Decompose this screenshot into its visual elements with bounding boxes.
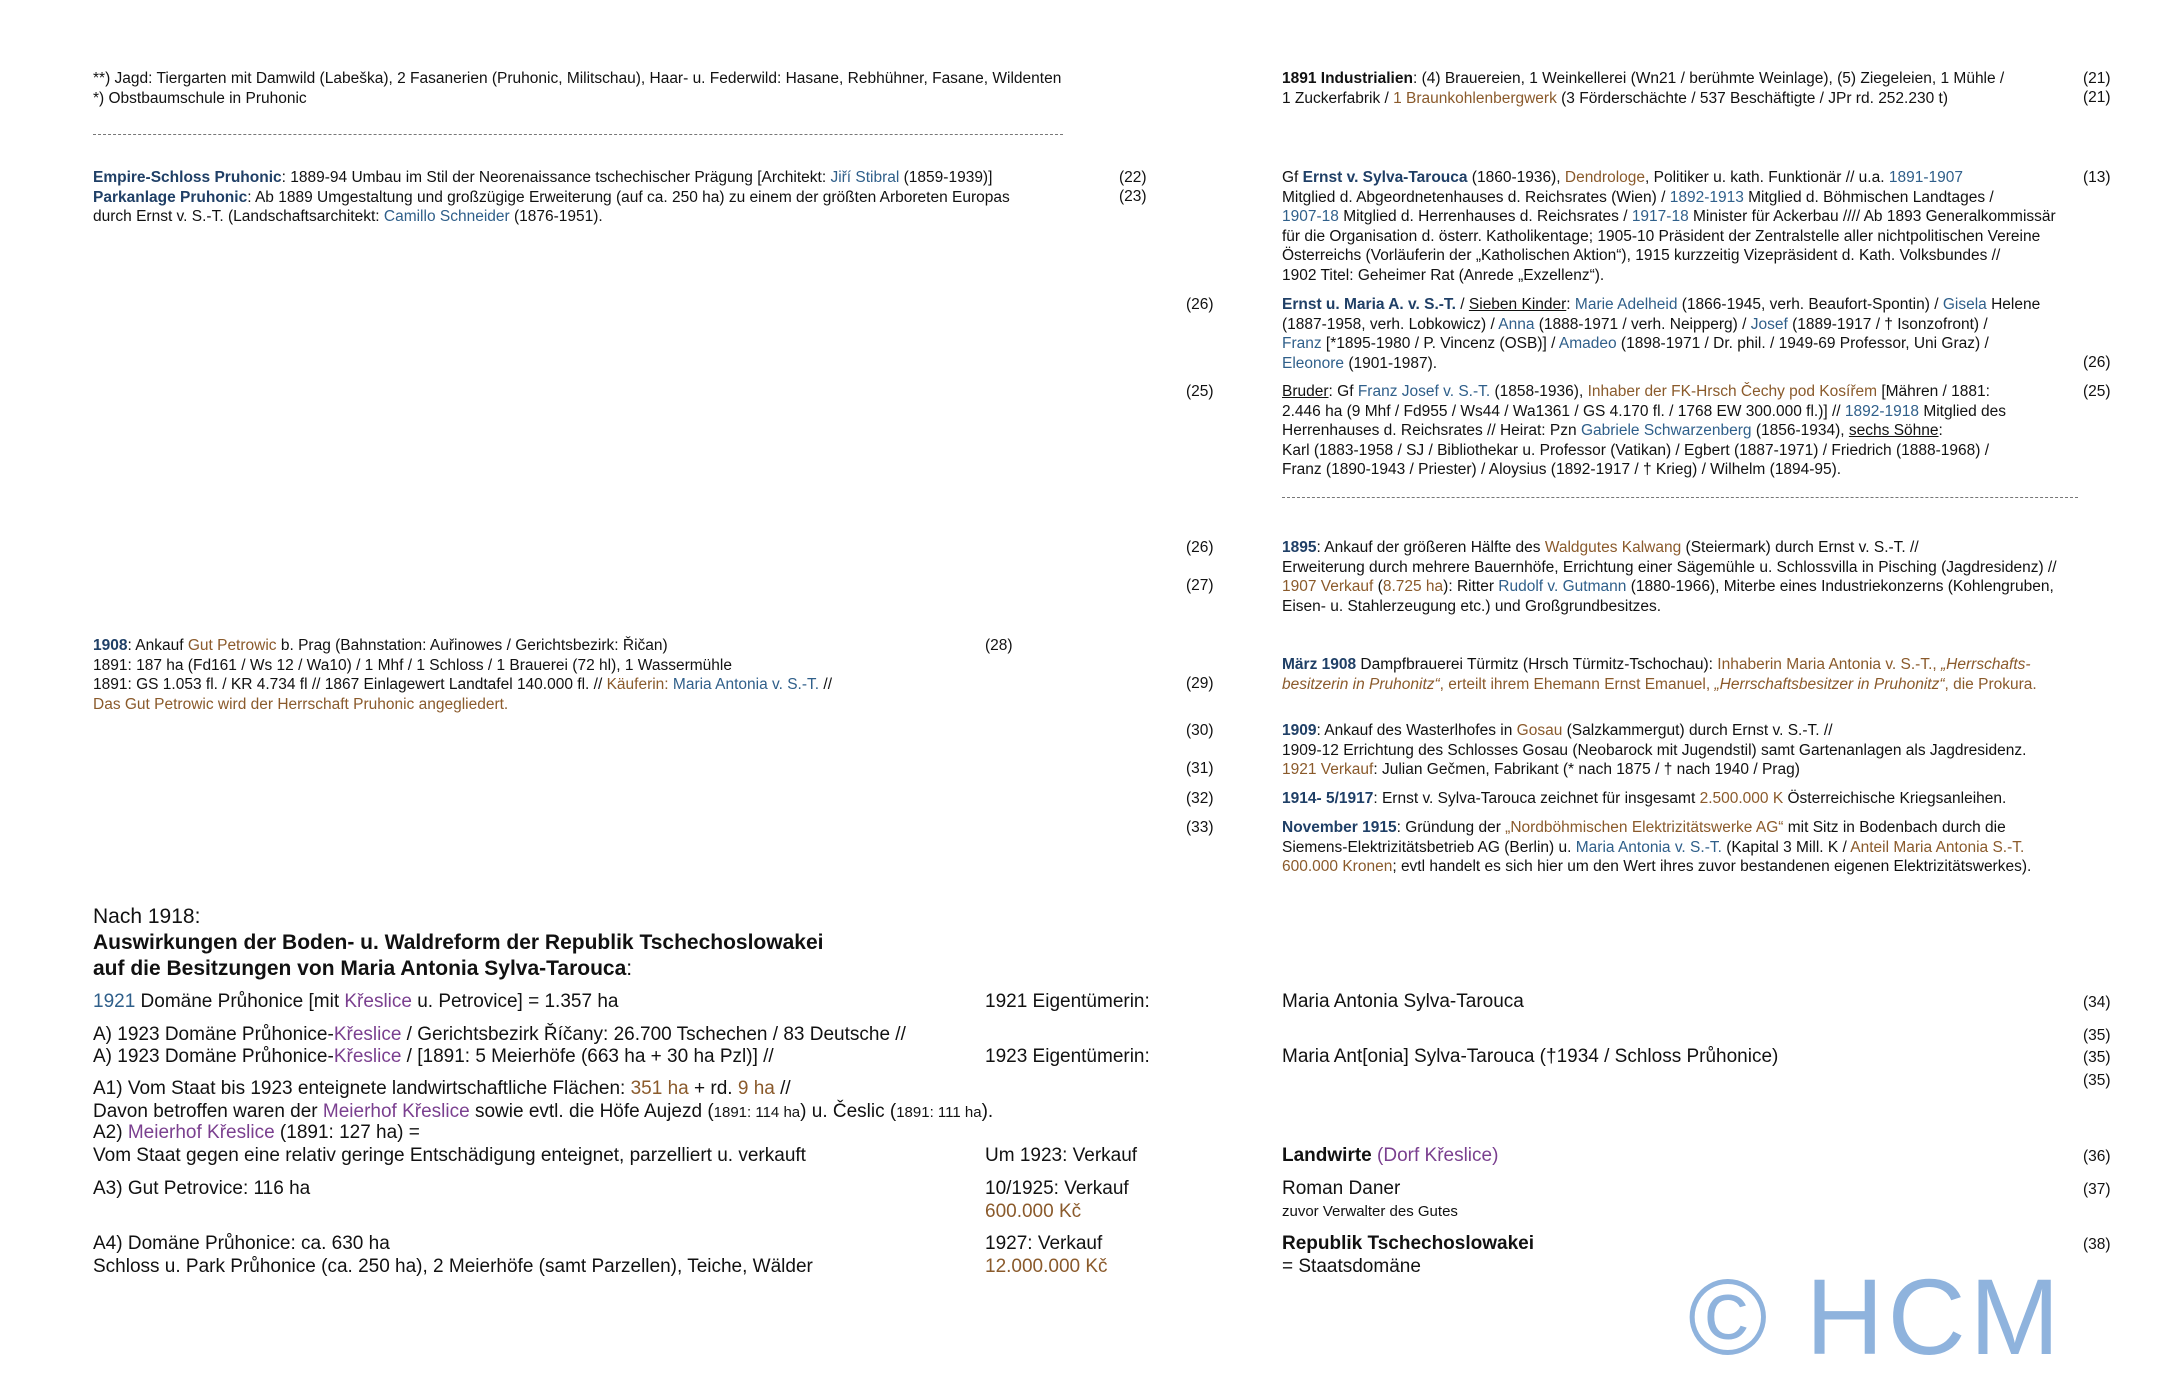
- place-name: Křeslice: [344, 991, 412, 1012]
- estate-owner: Inhaber der FK-Hrsch Čechy pod Kosířem: [1587, 383, 1878, 400]
- child-name: Marie Adelheid: [1574, 296, 1678, 313]
- cell-text: Davon betroffen waren der: [93, 1101, 323, 1122]
- industry-text-3: (3 Förderschächte / 537 Beschäftigte / JPr rd. 252.230 t): [1556, 89, 1948, 107]
- child-name: Anna: [1498, 315, 1535, 333]
- area-small: 1891: 111 ha: [896, 1104, 982, 1121]
- buyer-note: = Staatsdomäne: [1282, 1256, 1421, 1277]
- landscape-architect: Camillo Schneider: [383, 208, 510, 225]
- brother-text: [Mähren / 1881:: [1877, 383, 1990, 400]
- wife-name: Gabriele Schwarzenberg: [1580, 422, 1752, 439]
- ref-number: (36): [2083, 1148, 2111, 1165]
- seven-children: Sieben Kinder: [1468, 296, 1567, 313]
- sale-label: 10/1925: Verkauf: [985, 1178, 1129, 1199]
- buyer-name: Rudolf v. Gutmann: [1498, 578, 1627, 595]
- price: 600.000 Kč: [985, 1201, 1082, 1222]
- table-row: [93, 1023, 906, 1046]
- ref-number: (32): [1186, 790, 1214, 807]
- owner-label: 1923 Eigentümerin:: [985, 1046, 1150, 1067]
- ref-number: (38): [2083, 1236, 2111, 1253]
- kalwang-text: (: [1373, 578, 1383, 595]
- ernst-text: Minister für Ackerbau //// Ab 1893 Generalkommissär: [1688, 208, 2056, 225]
- children-text: (1888-1971 / verh. Neipperg) /: [1534, 315, 1751, 333]
- brother-text: Mitglied des: [1919, 402, 2007, 420]
- child-name: Eleonore: [1282, 354, 1345, 372]
- heading-line: Nach 1918:: [93, 905, 201, 928]
- brother-text: 2.446 ha (9 Mhf / Fd955 / Ws44 / Wa1361 / GS 4.170 fl. / 1768 EW 300.000 fl.)] //: [1282, 402, 1845, 420]
- quote: „Herrschafts-: [1941, 656, 2031, 673]
- ref-number: (26): [1186, 539, 1214, 556]
- cell-text: A) 1923 Domäne Průhonice-: [93, 1046, 334, 1067]
- year: 1909: [1282, 722, 1317, 739]
- cell-text: A4) Domäne Průhonice: ca. 630 ha: [93, 1233, 390, 1254]
- ref-number: (22): [1119, 169, 1147, 186]
- gosau-text: : Ankauf des Wasterlhofes in: [1316, 722, 1517, 739]
- area-small: 1891: 114 ha: [713, 1104, 801, 1121]
- ernst-text: für die Organisation d. österr. Katholikentage; 1905-10 Präsident der Zentralstelle aller nichtpolitischen Vereine: [1282, 227, 2041, 245]
- area: 8.725 ha: [1382, 578, 1444, 595]
- ernst-text: (1860-1936),: [1467, 169, 1565, 186]
- area: 351 ha: [630, 1078, 689, 1099]
- children-text: :: [1566, 296, 1575, 313]
- period: 1914- 5/1917: [1282, 790, 1374, 807]
- ref-number: (37): [2083, 1181, 2111, 1198]
- kalwang-text: (1880-1966), Miterbe eines Industriekonzerns (Kohlengruben,: [1626, 578, 2054, 595]
- ernst-text: 1902 Titel: Geheimer Rat (Anrede „Exzellenz“).: [1282, 266, 1605, 284]
- year-range: 1892-1913: [1669, 188, 1744, 206]
- heading-line: auf die Besitzungen von Maria Antonia Sylva-Tarouca: [93, 957, 627, 980]
- ref-number: (35): [2083, 1027, 2111, 1044]
- sale-label: 1927: Verkauf: [985, 1233, 1103, 1254]
- children-block: [1282, 295, 2040, 373]
- date: November 1915: [1282, 819, 1397, 836]
- cell-text: / Gerichtsbezirk Říčany: 26.700 Tschechen / 83 Deutsche //: [401, 1024, 906, 1045]
- share: Anteil Maria Antonia S.-T.: [1850, 838, 2025, 856]
- petrowic-annex: Das Gut Petrowic wird der Herrschaft Pruhonic angegliedert.: [93, 695, 509, 713]
- industry-block: [1282, 69, 2004, 108]
- industry-text: : (4) Brauereien, 1 Weinkellerei (Wn21 / berühmte Weinlage), (5) Ziegeleien, 1 Mühle /: [1412, 70, 2005, 87]
- gosau-block: [1282, 721, 2026, 780]
- brother-text: :: [1938, 422, 1943, 439]
- cell-text: + rd.: [688, 1078, 738, 1099]
- person-name: Maria Antonia v. S.-T.: [1575, 838, 1722, 856]
- coal-mine: 1 Braunkohlenbergwerk: [1393, 89, 1557, 107]
- child-name: Josef: [1750, 315, 1788, 333]
- ernst-text: Mitglied d. Böhmischen Landtages /: [1743, 188, 1994, 206]
- ref-number: (25): [2083, 383, 2111, 400]
- six-sons: sechs Söhne: [1848, 422, 1939, 439]
- divider-left: [93, 134, 1063, 135]
- child-name: Amadeo: [1558, 335, 1617, 352]
- place-name: Meierhof Křeslice: [322, 1101, 470, 1122]
- buyer-name: Roman Daner: [1282, 1178, 1401, 1199]
- ref-number: (35): [2083, 1049, 2111, 1066]
- children-text: (1889-1917 / † Isonzofront) /: [1787, 315, 1988, 333]
- cell-text: Vom Staat gegen eine relativ geringe Entschädigung enteignet, parzelliert u. verkauft: [93, 1145, 806, 1166]
- park-text-3: (1876-1951).: [509, 208, 603, 225]
- copyright-watermark: © HCM: [1688, 1256, 2064, 1377]
- heading-colon: :: [626, 957, 633, 980]
- petrowic-text: 1891: 187 ha (Fd161 / Ws 12 / Wa10) / 1 Mhf / 1 Schloss / 1 Brauerei (72 hl), 1 Wassermühle: [93, 656, 732, 674]
- amount: 600.000 Kronen: [1282, 858, 1393, 875]
- place-name: Dorf Křeslice: [1383, 1145, 1493, 1166]
- electric-text: Siemens-Elektrizitätsbetrieb AG (Berlin) u.: [1282, 838, 1576, 856]
- owner-name: Maria Antonia Sylva-Tarouca: [1282, 991, 1524, 1012]
- table-row: [93, 1077, 993, 1124]
- gosau-text: : Julian Gečmen, Fabrikant (* nach 1875 / † nach 1940 / Prag): [1373, 761, 1800, 778]
- heading-line: Auswirkungen der Boden- u. Waldreform der Republik Tschechoslowakei: [93, 931, 824, 954]
- petrowic-text: b. Prag (Bahnstation: Auřinowes / Gerichtsbezirk: Řičan): [276, 637, 668, 654]
- castle-title: Empire-Schloss Pruhonic: [93, 169, 282, 186]
- place-name: Meierhof Křeslice: [127, 1122, 275, 1143]
- cell-text: / [1891: 5 Meierhöfe (663 ha + 30 ha Pzl)] //: [401, 1046, 774, 1067]
- children-text: (1898-1971 / Dr. phil. / 1949-69 Professor, Uni Graz) /: [1616, 335, 1989, 352]
- buyer-label: Käuferin:: [606, 676, 673, 693]
- brother-text: (1856-1934),: [1751, 422, 1849, 439]
- child-name: Gisela: [1942, 296, 1987, 313]
- sale-cell: [985, 1177, 1129, 1223]
- child-name: Franz: [1282, 335, 1322, 352]
- brother-block: [1282, 382, 2006, 480]
- gosau-text: (Salzkammergut) durch Ernst v. S.-T. //: [1562, 722, 1833, 739]
- electric-text: : Gründung der: [1396, 819, 1506, 836]
- castle-text: : 1889-94 Umbau im Stil der Neorenaissance tschechischer Prägung [Architekt:: [281, 169, 831, 186]
- sale: 1921 Verkauf: [1282, 761, 1374, 778]
- table-row: A3) Gut Petrovice: 116 ha: [93, 1178, 311, 1199]
- buyer-name: Landwirte: [1282, 1145, 1372, 1166]
- brother-text: : Gf: [1328, 383, 1358, 400]
- ref-number: (13): [2083, 169, 2111, 186]
- children-text: /: [1455, 296, 1469, 313]
- children-text: (1901-1987).: [1344, 354, 1438, 372]
- brother-text: Herrenhauses d. Reichsrates // Heirat: Pzn: [1282, 422, 1581, 439]
- hunting-notes: [93, 69, 1061, 108]
- buyer-name: Maria Antonia v. S.-T.: [672, 676, 820, 693]
- kalwang-text: ): Ritter: [1443, 578, 1499, 595]
- brother-name: Franz Josef v. S.-T.: [1357, 383, 1491, 400]
- cell-text: Schloss u. Park Průhonice (ca. 250 ha), 2 Meierhöfe (samt Parzellen), Teiche, Wälder: [93, 1256, 813, 1277]
- amount: 2.500.000 K: [1699, 790, 1784, 807]
- ernst-text: Mitglied d. Herrenhauses d. Reichsrates /: [1338, 208, 1632, 225]
- ref-number: (26): [1186, 296, 1214, 313]
- cell-text: (: [1371, 1145, 1384, 1166]
- electric-text: ; evtl handelt es sich hier um den Wert ihres zuvor bestandenen eigenen Elektrizitätswerkes).: [1392, 858, 2032, 875]
- cell-text: sowie evtl. die Höfe Aujezd (: [469, 1101, 714, 1122]
- ernst-block: [1282, 168, 2056, 285]
- cell-text: u. Petrovice] = 1.357 ha: [411, 991, 619, 1012]
- war-bond-text: : Ernst v. Sylva-Tarouca zeichnet für insgesamt: [1373, 790, 1700, 807]
- quote: „Herrschaftsbesitzer in Pruhonitz“: [1714, 675, 1945, 693]
- children-text: [*1895-1980 / P. Vincenz (OSB)] /: [1321, 335, 1559, 352]
- ref-number: (28): [985, 637, 1013, 654]
- year: 1908: [93, 637, 128, 654]
- ref-number: (27): [1186, 577, 1214, 594]
- ref-number: (29): [1186, 675, 1214, 692]
- year: 1895: [1282, 539, 1317, 556]
- brother-text: (1858-1936),: [1490, 383, 1588, 400]
- ref-number: (35): [2083, 1072, 2111, 1089]
- year-range: 1917-18: [1631, 208, 1689, 225]
- ref-number: (21): [2083, 89, 2111, 106]
- buyer-cell: [1282, 1144, 1498, 1167]
- forest-estate: Waldgutes Kalwang: [1544, 539, 1682, 556]
- electric-text: (Kapital 3 Mill. K /: [1721, 838, 1851, 856]
- park-text: : Ab 1889 Umgestaltung und großzügige Erweiterung (auf ca. 250 ha) zu einem der größten Arboreten Europas: [247, 188, 1010, 206]
- ernst-name: Ernst v. Sylva-Tarouca: [1302, 169, 1468, 186]
- estate-name: Gut Petrowic: [187, 637, 277, 654]
- brother-text: Franz (1890-1943 / Priester) / Aloysius (1892-1917 / † Krieg) / Wilhelm (1894-95).: [1282, 461, 1842, 478]
- year-range: 1891-1907: [1888, 169, 1963, 186]
- sale-cell: [985, 1232, 1108, 1278]
- cell-text: ).: [981, 1101, 994, 1122]
- year-range: 1907-18: [1282, 208, 1339, 225]
- kalwang-text: Erweiterung durch mehrere Bauernhöfe, Errichtung einer Sägemühle u. Schlossvilla in Pisching (Jagdresidenz) //: [1282, 558, 2057, 576]
- cell-text: //: [774, 1078, 791, 1099]
- cell-text: (1891: 127 ha) =: [274, 1122, 420, 1143]
- cell-text: A2): [93, 1122, 128, 1143]
- cell-text: ) u. Česlic (: [800, 1101, 897, 1122]
- ref-number: (26): [2083, 354, 2111, 371]
- architect-name: Jiří Stibral: [830, 169, 900, 186]
- ref-number: (31): [1186, 760, 1214, 777]
- year-range: 1892-1918: [1844, 402, 1920, 420]
- table-row: [93, 1121, 806, 1167]
- ref-number: (23): [1119, 188, 1147, 205]
- petrowic-text: 1891: GS 1.053 fl. / KR 4.734 fl // 1867 Einlagewert Landtafel 140.000 fl. //: [93, 676, 607, 693]
- castle-block: [93, 168, 1010, 227]
- ernst-text: Mitglied d. Abgeordnetenhauses d. Reichsrates (Wien) /: [1282, 188, 1670, 206]
- war-bond-text: Österreichische Kriegsanleihen.: [1783, 790, 2007, 807]
- year: 1921: [93, 991, 136, 1012]
- parents-name: Ernst u. Maria A. v. S.-T.: [1282, 296, 1456, 313]
- note-hunting: **) Jagd: Tiergarten mit Damwild (Labeška), 2 Fasanerien (Pruhonic, Militschau), Haar- u. Federwild: Hasane, Rebhühner, Fasane, Wildenten: [93, 70, 1062, 87]
- kalwang-text: (Steiermark) durch Ernst v. S.-T. //: [1681, 539, 1919, 556]
- brother-text: Karl (1883-1958 / SJ / Bibliothekar u. Professor (Vatikan) / Egbert (1887-1971) / Friedrich (1888-1968) /: [1282, 441, 1990, 459]
- ref-number: (33): [1186, 819, 1214, 836]
- kalwang-text: Eisen- u. Stahlerzeugung etc.) und Großgrundbesitzes.: [1282, 597, 1662, 615]
- tuermitz-text: , erteilt ihrem Ehemann Ernst Emanuel,: [1439, 675, 1715, 693]
- dendrologist: Dendrologe: [1564, 169, 1646, 186]
- petrowic-text: //: [819, 676, 833, 693]
- ref-number: (25): [1186, 383, 1214, 400]
- owner-name: Maria Ant[onia] Sylva-Tarouca (†1934 / Schloss Průhonice): [1282, 1046, 1779, 1067]
- tuermitz-text: Dampfbrauerei Türmitz (Hrsch Türmitz-Tschochau):: [1356, 656, 1718, 673]
- sale-label: Um 1923: Verkauf: [985, 1145, 1138, 1166]
- area: 9 ha: [737, 1078, 775, 1099]
- ref-number: (34): [2083, 994, 2111, 1011]
- war-bond-block: [1282, 789, 2006, 809]
- tuermitz-text: , die Prokura.: [1944, 675, 2037, 693]
- ernst-text: Gf: [1282, 169, 1303, 186]
- cell-text: ): [1492, 1145, 1499, 1166]
- petrowic-text: : Ankauf: [127, 637, 188, 654]
- ernst-text: , Politiker u. kath. Funktionär // u.a.: [1645, 169, 1889, 186]
- ref-number: (21): [2083, 70, 2111, 87]
- company-name: „Nordböhmischen Elektrizitätswerke AG“: [1505, 819, 1784, 836]
- date: März 1908: [1282, 656, 1357, 673]
- gosau-text: 1909-12 Errichtung des Schlosses Gosau (Neobarock mit Jugendstil) samt Gartenanlagen als Jagdresidenz.: [1282, 741, 2027, 759]
- cell-text: A) 1923 Domäne Průhonice-: [93, 1024, 334, 1045]
- castle-text-2: (1859-1939)]: [899, 169, 993, 186]
- note-orchard: *) Obstbaumschule in Pruhonic: [93, 89, 307, 107]
- buyer-name: Republik Tschechoslowakei: [1282, 1233, 1535, 1254]
- park-text-2: durch Ernst v. S.-T. (Landschaftsarchitekt:: [93, 208, 384, 225]
- kalwang-text: : Ankauf der größeren Hälfte des: [1316, 539, 1545, 556]
- divider-right: [1282, 497, 2078, 498]
- section-heading: [93, 904, 823, 982]
- buyer-note: zuvor Verwalter des Gutes: [1282, 1203, 1458, 1220]
- price: 12.000.000 Kč: [985, 1256, 1108, 1277]
- table-row: [93, 1232, 813, 1278]
- park-title: Parkanlage Pruhonic: [93, 188, 248, 206]
- kalwang-block: [1282, 538, 2057, 616]
- sale: 1907 Verkauf: [1282, 578, 1374, 595]
- electric-text: mit Sitz in Bodenbach durch die: [1783, 819, 2006, 836]
- ernst-text: Österreichs (Vorläuferin der „Katholischen Aktion“), 1915 kurzzeitig Vizepräsident d. Kath. Volksbundes //: [1282, 247, 2001, 264]
- table-row: [93, 990, 618, 1013]
- cell-text: A1) Vom Staat bis 1923 enteignete landwirtschaftliche Flächen:: [93, 1078, 631, 1099]
- children-text: Helene: [1986, 296, 2041, 313]
- buyer-cell: [1282, 1232, 1534, 1278]
- quote: besitzerin in Pruhonitz“: [1282, 675, 1440, 693]
- electric-block: [1282, 818, 2031, 877]
- industry-text-2: 1 Zuckerfabrik /: [1282, 89, 1394, 107]
- owner: Inhaberin Maria Antonia v. S.-T.,: [1717, 656, 1942, 673]
- table-row: [93, 1045, 774, 1068]
- owner-label: 1921 Eigentümerin:: [985, 991, 1150, 1012]
- children-text: (1866-1945, verh. Beaufort-Spontin) /: [1677, 296, 1943, 313]
- ref-number: (30): [1186, 722, 1214, 739]
- place-name: Křeslice: [333, 1046, 402, 1067]
- cell-text: Domäne Průhonice [mit: [135, 991, 345, 1012]
- place-name: Křeslice: [333, 1024, 402, 1045]
- tuermitz-block: [1282, 655, 2037, 694]
- place-name: Gosau: [1516, 722, 1563, 739]
- children-text: (1887-1958, verh. Lobkowicz) /: [1282, 315, 1499, 333]
- brother-label: Bruder: [1282, 383, 1329, 400]
- buyer-cell: [1282, 1177, 1458, 1223]
- industry-title: 1891 Industrialien: [1282, 70, 1413, 87]
- petrowic-block: [93, 636, 832, 714]
